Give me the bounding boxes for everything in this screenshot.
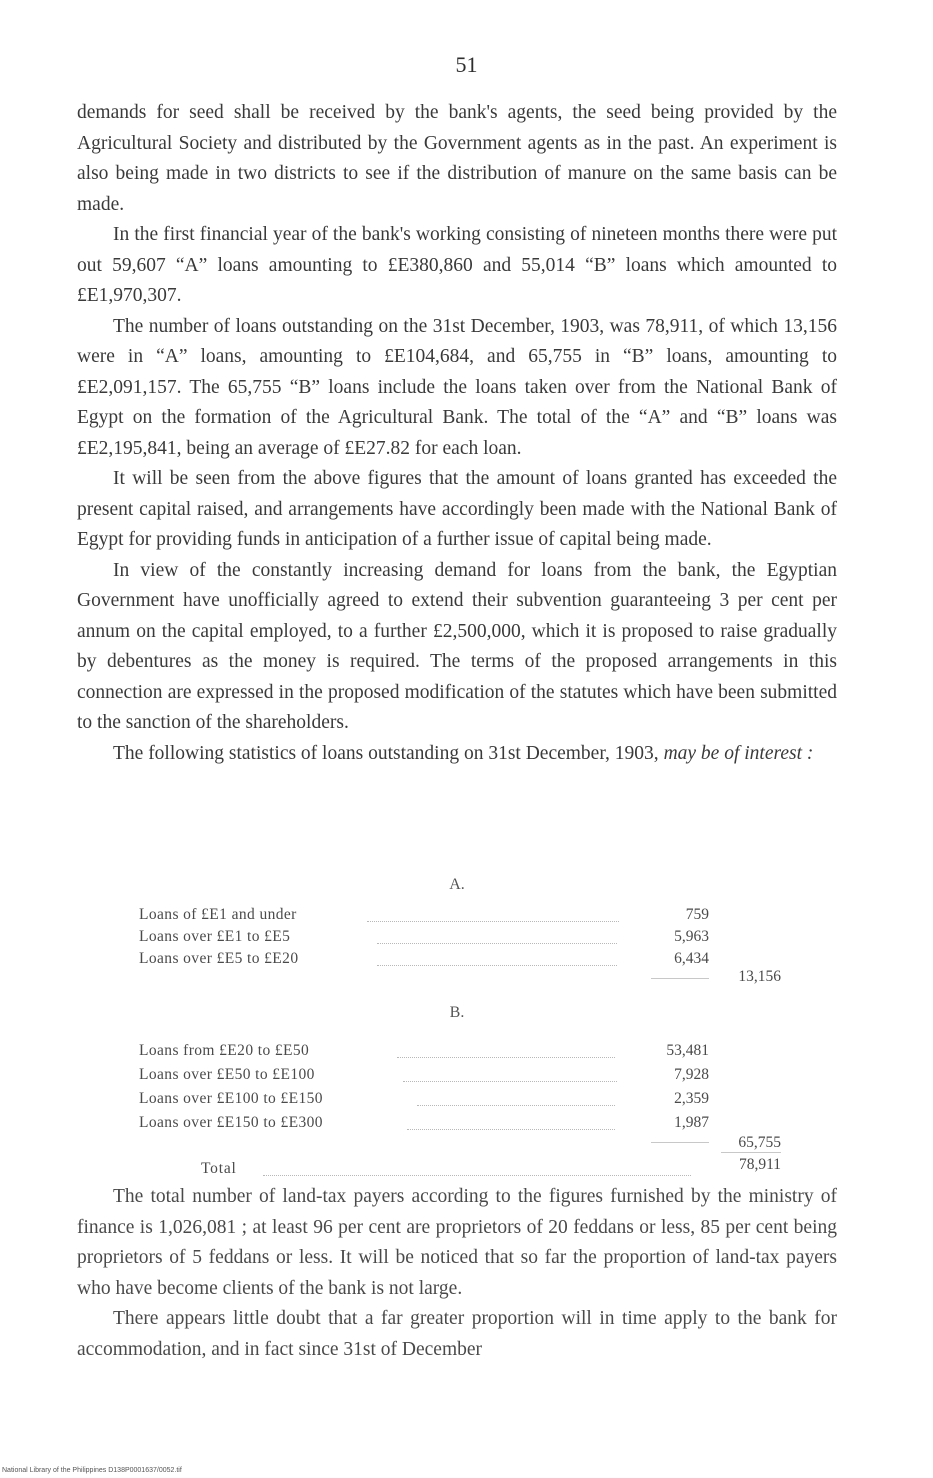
table-row — [77, 928, 837, 950]
table-row — [77, 1066, 837, 1088]
page-number: 51 — [455, 52, 478, 77]
row-label: Loans over £E50 to £E100 — [139, 1066, 315, 1083]
dot-leader — [417, 1105, 615, 1106]
section-b-heading: B. — [449, 1004, 465, 1021]
row-value: 759 — [685, 906, 709, 923]
paragraph: The number of loans outstanding on the 31st December, 1903, was 78,911, of which 13,156 were in “A” loans, amounting to £E104,684, and 65,755 in “B” loans, amounting to £E2,091,157. The 65,755 “B” loans include the loans taken over from the National Bank of Egypt on the formation of the Agricultural Bank. The total of the “A” and “B” loans was £E2,195,841, being an average of £E27.82 for each loan. — [77, 315, 837, 459]
table-row — [77, 1042, 837, 1064]
row-value: 6,434 — [674, 950, 709, 967]
paragraph: The total number of land-tax payers according to the figures furnished by the ministry of finance is 1,026,081 ; at least 96 per cent are proprietors of 20 feddans or less, 85 per cent being proprietors of 5 feddans or less. It will be noticed that so far the proportion of land-tax payers who have become clients of the bank is not large. — [77, 1186, 837, 1299]
paragraph: In view of the constantly increasing demand for loans from the bank, the Egyptian Government have unofficially agreed to extend their subvention guaranteeing 3 per cent per annum on the capital employed, to a further £2,500,000, which it is proposed to raise gradually by debentures as the money is required. The terms of the proposed arrangements in this connection are expressed in the proposed modification of the statutes which have been submitted to the sanction of the shareholders. — [77, 559, 837, 733]
section-b-subtotal: 65,755 — [738, 1134, 781, 1151]
subtotal-rule — [651, 978, 709, 979]
subtotal-rule — [651, 1142, 709, 1143]
row-label: Loans from £E20 to £E50 — [139, 1042, 310, 1059]
dot-leader — [367, 921, 619, 922]
row-value: 1,987 — [674, 1114, 709, 1131]
total-row — [77, 1160, 837, 1182]
closing-text — [77, 1182, 837, 1365]
dot-leader — [403, 1081, 617, 1082]
row-label: Loans over £E150 to £E300 — [139, 1114, 323, 1131]
paragraph: In the first financial year of the bank's working consisting of nineteen months there were put out 59,607 “A” loans amounting to £E380,860 and 55,014 “B” loans which amounted to £E1,970,307. — [77, 224, 837, 306]
row-value: 7,928 — [674, 1066, 709, 1083]
table-intro-tail: may be of interest : — [663, 742, 814, 764]
total-value: 78,911 — [738, 1156, 781, 1173]
table-intro: The following statistics of loans outstanding on 31st December, 1903, — [113, 742, 659, 764]
body-text — [77, 98, 837, 769]
table-row — [77, 906, 837, 928]
row-label: Loans over £E100 to £E150 — [139, 1090, 323, 1107]
dot-leader — [263, 1175, 691, 1176]
total-rule — [721, 1152, 781, 1153]
row-label: Loans over £E1 to £E5 — [139, 928, 291, 945]
dot-leader — [397, 1057, 615, 1058]
row-label: Loans over £E5 to £E20 — [139, 950, 299, 967]
section-a-subtotal: 13,156 — [738, 968, 781, 985]
table-row — [77, 950, 837, 972]
paragraph: There appears little doubt that a far greater proportion will in time apply to the bank for accommodation, and in fact since 31st of December — [77, 1308, 837, 1360]
table-intro-paragraph — [77, 739, 837, 770]
paragraph: It will be seen from the above figures that the amount of loans granted has exceeded the present capital raised, and arrangements have accordingly been made with the National Bank of Egypt for providing funds in anticipation of a further issue of capital being made. — [77, 468, 837, 550]
table-row — [77, 1114, 837, 1136]
section-a-heading: A. — [449, 876, 465, 893]
row-value: 2,359 — [674, 1090, 709, 1107]
dot-leader — [407, 1129, 615, 1130]
row-value: 5,963 — [674, 928, 709, 945]
dot-leader — [377, 965, 617, 966]
total-label: Total — [201, 1160, 237, 1177]
paragraph: demands for seed shall be received by the bank's agents, the seed being provided by the Agricultural Society and distributed by the Government agents as in the past. An experiment is also being made in two districts to see if the distribution of manure on the same basis can be made. — [77, 102, 837, 215]
table-row — [77, 1090, 837, 1112]
row-value: 53,481 — [666, 1042, 709, 1059]
dot-leader — [377, 943, 617, 944]
row-label: Loans of £E1 and under — [139, 906, 297, 923]
scan-footer: National Library of the Philippines D138P0001637/0052.tif — [2, 1467, 182, 1474]
